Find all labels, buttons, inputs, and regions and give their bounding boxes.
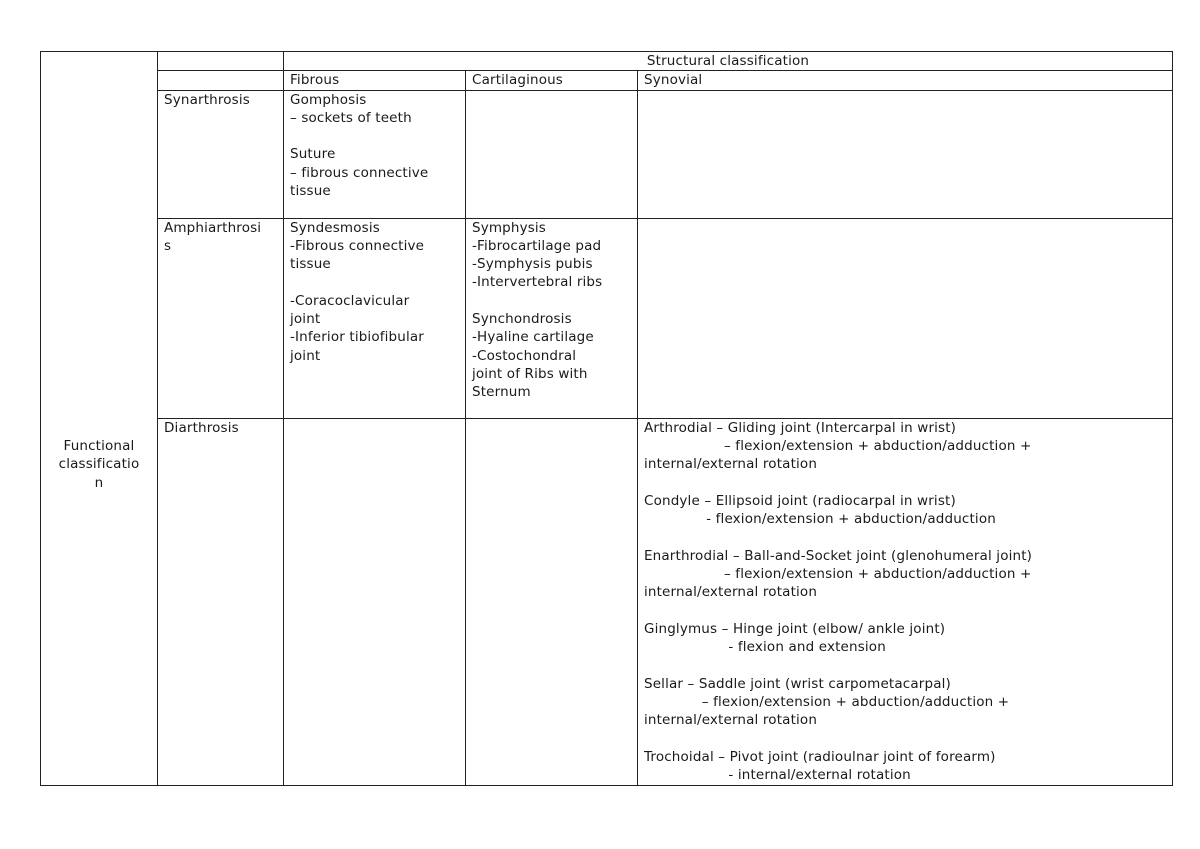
table-row [41,218,1173,418]
blank-header-cell [158,71,284,90]
header-row-structural [41,52,1173,71]
row-label-diarthrosis: Diarthrosis [158,418,284,785]
row-label-amphiarthrosis: Amphiarthrosi s [158,218,284,418]
cell-diarthrosis-cartilaginous [466,418,638,785]
structural-classification-label: Structural classification [284,52,1173,71]
cell-synarthrosis-synovial [638,90,1173,218]
column-header-synovial: Synovial [638,71,1173,90]
cell-diarthrosis-synovial: Arthrodial – Gliding joint (Intercarpal in wrist) – flexion/extension + abduction/adduction + internal/external rotation Condyle – Ellipsoid joint (radiocarpal in wrist) - flexion/extension + abduction/adduction Enarthrodial – Ball-and-Socket joint (glenohumeral joint) – flexion/extension + abduction/adduction + internal/external rotation Ginglymus – Hinge joint (elbow/ ankle joint) - flexion and extension Sellar – Saddle joint (wrist carpometacarpal) – flexion/extension + abduction/adduction + internal/external rotation Trochoidal – Pivot joint (radioulnar joint of forearm) - internal/external rotation [638,418,1173,785]
functional-classification-label: Functional classificatio n [41,52,158,786]
cell-amphiarthrosis-synovial [638,218,1173,418]
row-label-synarthrosis: Synarthrosis [158,90,284,218]
cell-amphiarthrosis-fibrous: Syndesmosis -Fibrous connective tissue -Coracoclavicular joint -Inferior tibiofibular joint [284,218,466,418]
blank-header-cell [158,52,284,71]
table-row [41,90,1173,218]
table-row [41,418,1173,785]
column-header-fibrous: Fibrous [284,71,466,90]
cell-diarthrosis-fibrous [284,418,466,785]
cell-synarthrosis-fibrous: Gomphosis – sockets of teeth Suture – fibrous connective tissue [284,90,466,218]
cell-synarthrosis-cartilaginous [466,90,638,218]
header-row-columns [41,71,1173,90]
joint-classification-table [40,51,1173,786]
column-header-cartilaginous: Cartilaginous [466,71,638,90]
cell-amphiarthrosis-cartilaginous: Symphysis -Fibrocartilage pad -Symphysis pubis -Intervertebral ribs Synchondrosis -Hyaline cartilage -Costochondral joint of Ribs with Sternum [466,218,638,418]
